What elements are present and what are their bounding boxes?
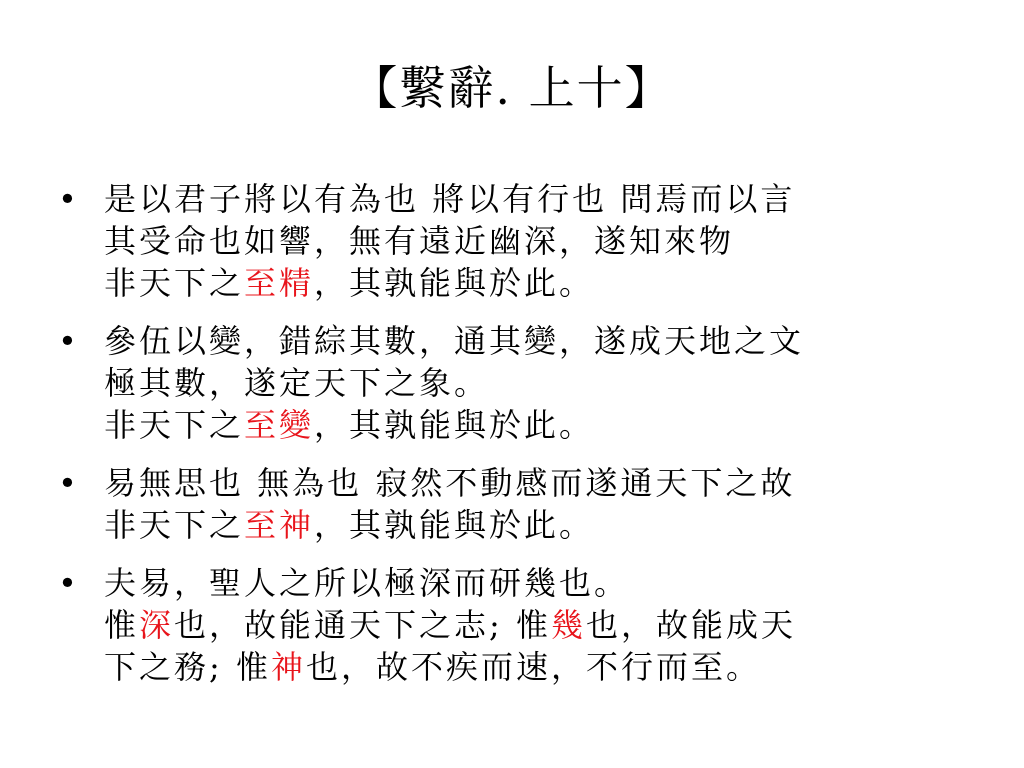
bullet-line xyxy=(104,562,958,604)
text-segment: 易無思也 無為也 寂然不動感而遂通天下之故 xyxy=(104,464,796,502)
bullet-line xyxy=(104,262,958,304)
bullet-line xyxy=(104,504,958,546)
bullet-line xyxy=(104,462,958,504)
text-segment: 也，故不疾而速，不行而至。 xyxy=(305,648,761,686)
bullet-line xyxy=(104,604,958,646)
bullet-line xyxy=(104,362,958,404)
bullet-line xyxy=(104,178,958,220)
bullet-marker: • xyxy=(58,564,80,602)
text-segment: 非天下之 xyxy=(104,506,245,544)
highlighted-term: 至神 xyxy=(244,506,315,544)
highlighted-term: 至變 xyxy=(244,406,315,444)
bullet-line xyxy=(104,320,958,362)
bullet-marker: • xyxy=(58,322,80,360)
bullet-line xyxy=(104,404,958,446)
highlighted-term: 深 xyxy=(139,606,175,644)
highlighted-term: 幾 xyxy=(551,606,587,644)
text-segment: ，其孰能與於此。 xyxy=(314,506,595,544)
bullet-marker: • xyxy=(58,180,80,218)
bullet-item xyxy=(58,462,958,546)
bullet-item xyxy=(58,562,958,688)
text-segment: 夫易，聖人之所以極深而研幾也。 xyxy=(104,564,630,602)
bullet-item xyxy=(58,320,958,446)
text-segment: 非天下之 xyxy=(104,406,245,444)
text-segment: ，其孰能與於此。 xyxy=(314,406,595,444)
bullet-item xyxy=(58,178,958,304)
highlighted-term: 至精 xyxy=(244,264,315,302)
bullet-list xyxy=(58,178,958,704)
text-segment: 是以君子將以有為也 將以有行也 問焉而以言 xyxy=(104,180,796,218)
bullet-line xyxy=(104,646,958,688)
text-segment: 惟 xyxy=(104,606,140,644)
bullet-marker: • xyxy=(58,464,80,502)
text-segment: 參伍以變，錯綜其數，通其變，遂成天地之文 xyxy=(104,322,805,360)
slide-title: 【繫辭. 上十】 xyxy=(351,61,673,115)
bullet-line xyxy=(104,220,958,262)
text-segment: 其受命也如響，無有遠近幽深，遂知來物 xyxy=(104,222,735,260)
text-segment: 下之務; 惟 xyxy=(104,648,271,686)
text-segment: 也，故能通天下之志; 惟 xyxy=(174,606,551,644)
text-segment: ，其孰能與於此。 xyxy=(314,264,595,302)
highlighted-term: 神 xyxy=(270,648,306,686)
text-segment: 極其數，遂定天下之象。 xyxy=(104,364,490,402)
text-segment: 非天下之 xyxy=(104,264,245,302)
text-segment: 也，故能成天 xyxy=(586,606,797,644)
